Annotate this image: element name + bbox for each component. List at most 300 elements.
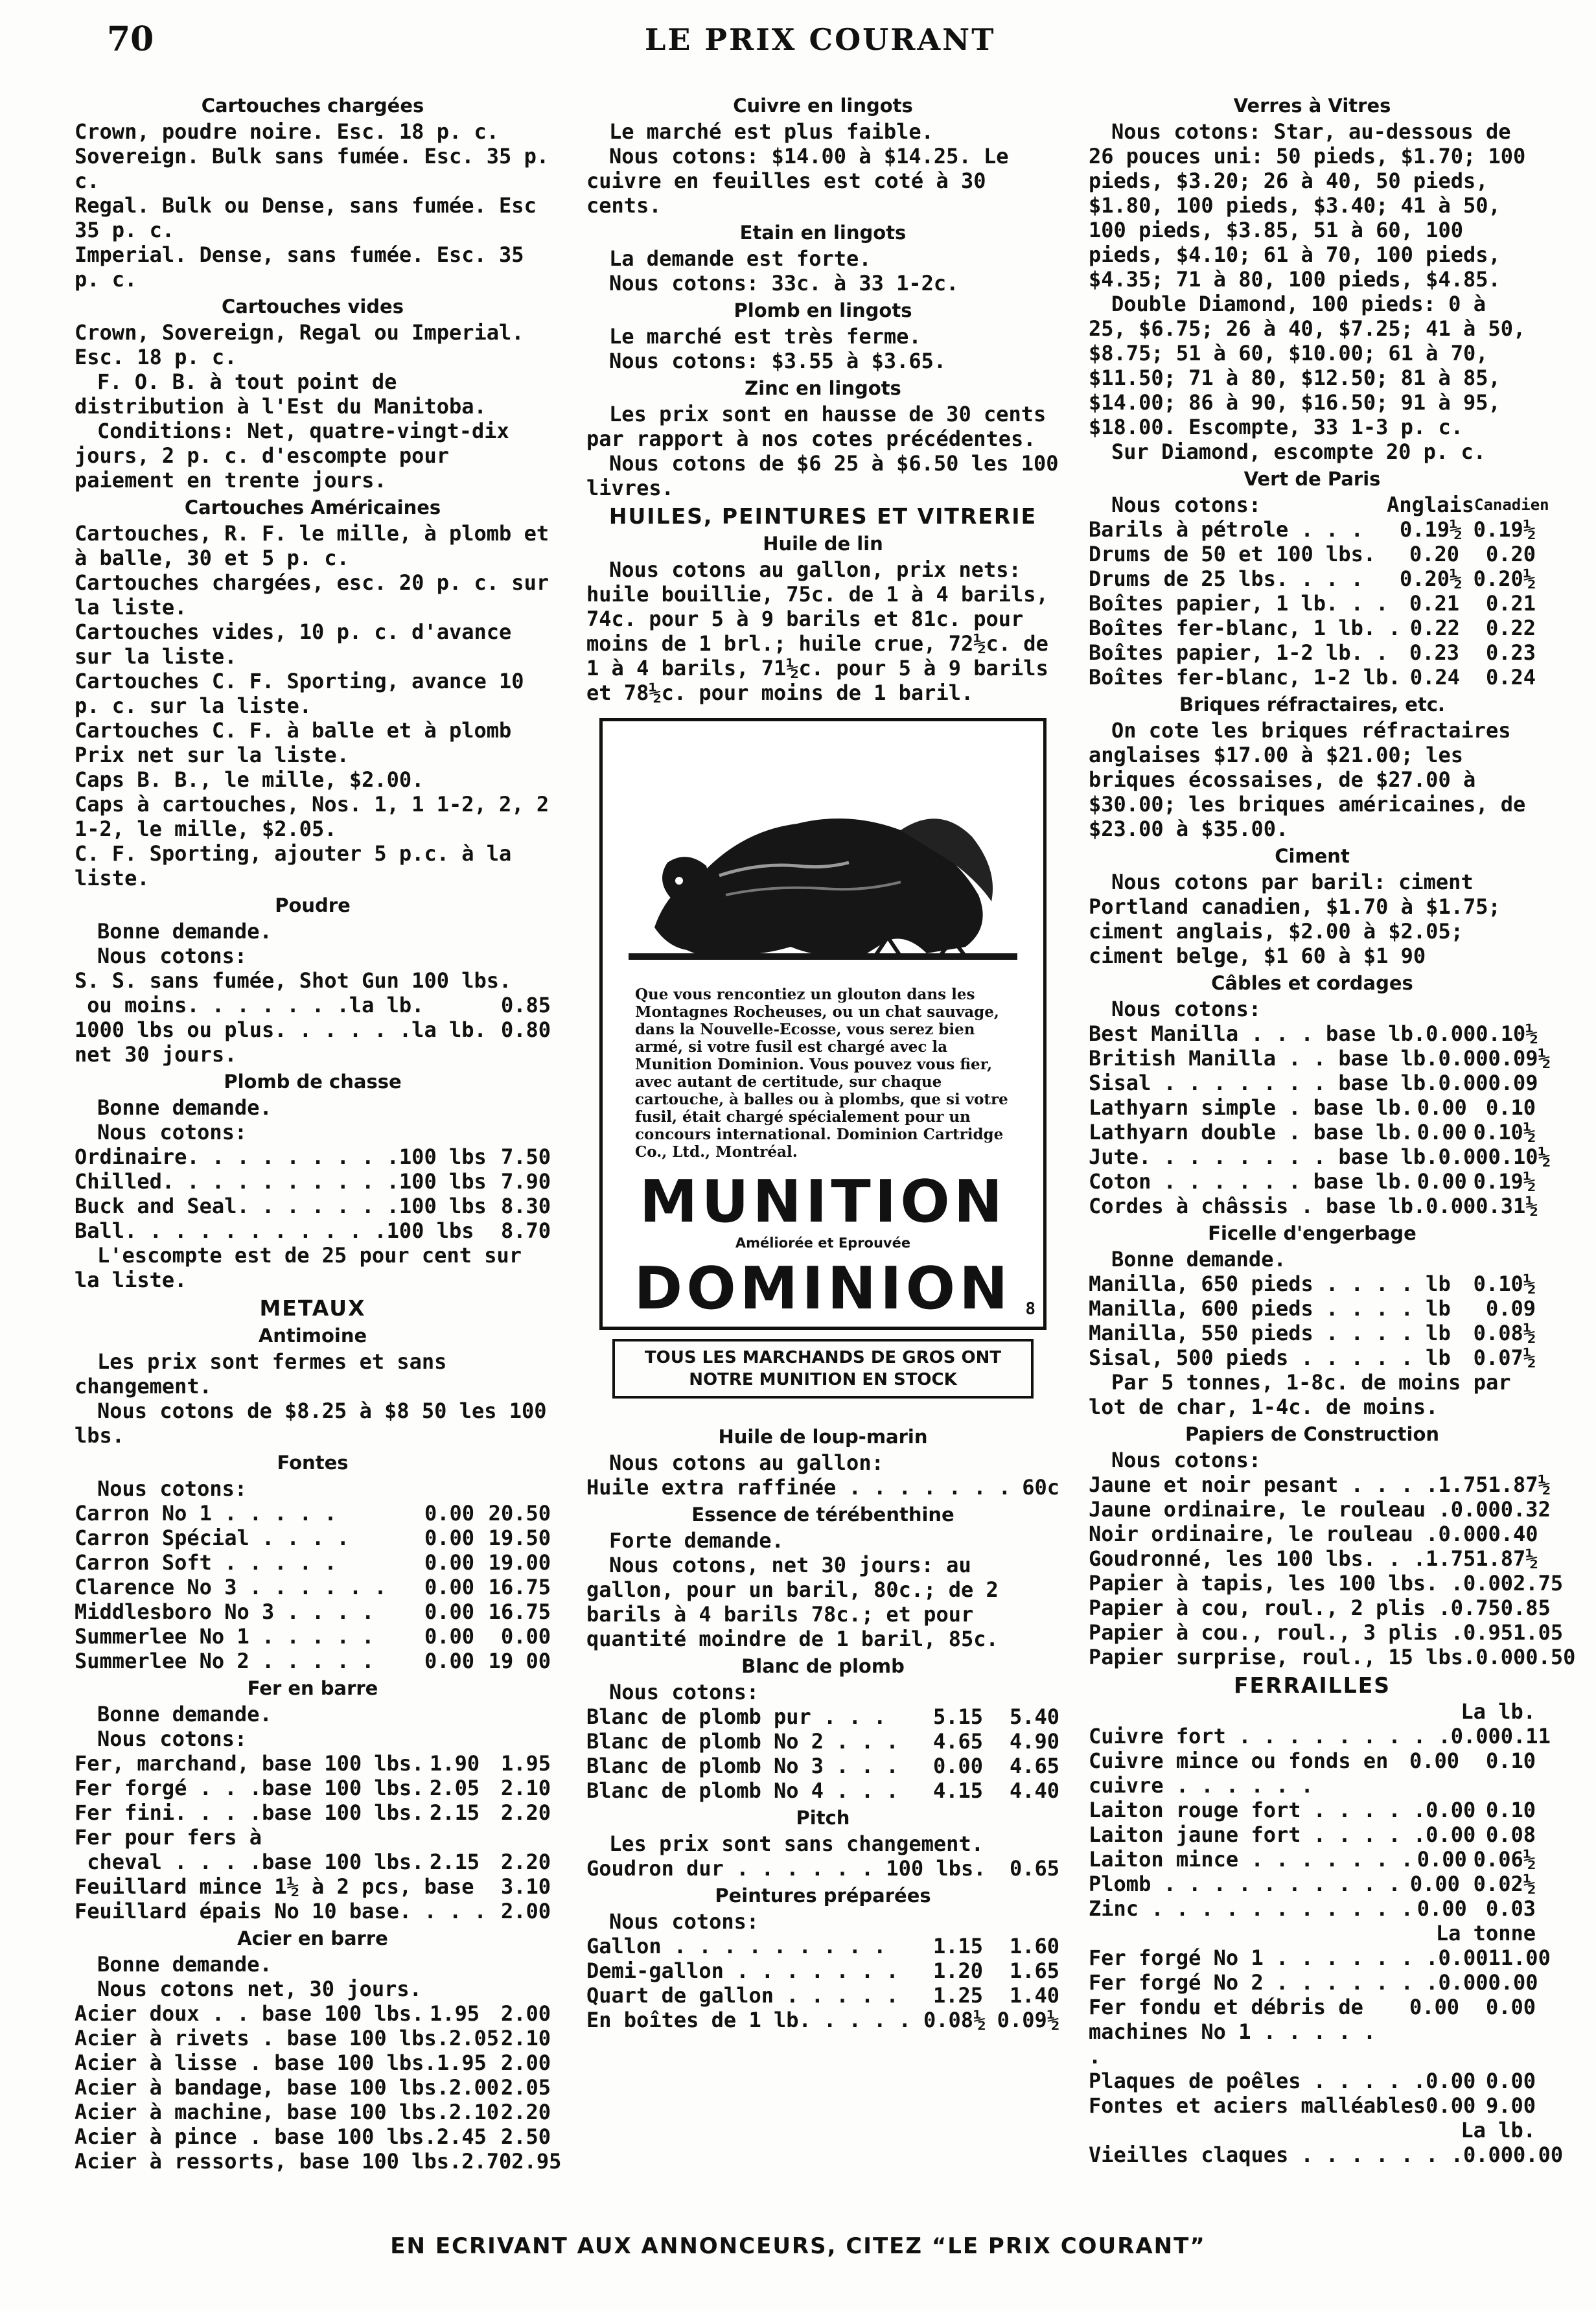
- price-table-fer: [75, 1751, 551, 1923]
- price-label: Papier à cou., roul., 3 plis .: [1089, 1620, 1463, 1645]
- price-value: 2.10: [500, 1776, 551, 1800]
- text-line: Les prix sont fermes et sans changement.: [75, 1349, 447, 1399]
- price-value: 5.40: [1009, 1704, 1059, 1729]
- price-label: Plaques de poêles . . . . .: [1089, 2069, 1426, 2093]
- price-value: 0.85: [1500, 1596, 1551, 1620]
- price-row: [75, 1144, 551, 1169]
- price-value: 0.00: [1463, 1571, 1514, 1596]
- price-label: Fer forgé . . .base 100 lbs.: [75, 1776, 424, 1800]
- price-row: [586, 1778, 1059, 1803]
- price-value: 0.20: [1485, 542, 1536, 566]
- price-value: 0.00: [424, 1599, 474, 1624]
- price-row: [1089, 1945, 1551, 1970]
- price-label: Acier à rivets . base 100 lbs.: [75, 2026, 449, 2050]
- price-label: En boîtes de 1 lb. . . . .: [586, 2008, 911, 2032]
- left-column: [75, 91, 562, 2207]
- price-row: [1089, 1522, 1536, 1546]
- price-value: 0.24: [1485, 665, 1536, 690]
- text-line: F. O. B. à tout point de distribution à l'Est du Manitoba.: [75, 369, 487, 419]
- price-label: Feuillard mince 1½ à 2 pcs, base: [75, 1874, 474, 1899]
- heading-verres-a-vitres: Verres à Vitres: [1233, 95, 1391, 117]
- text-line: Cartouches C. F. Sporting, avance 10 p. c. sur la liste.: [75, 669, 524, 718]
- price-value: 0.50: [1525, 1645, 1576, 1669]
- price-row: [1089, 665, 1536, 690]
- price-label: Best Manilla . . . base lb.: [1089, 1021, 1426, 1046]
- heading-essence-de-terebenthine: Essence de térébenthine: [691, 1504, 954, 1526]
- price-value: 1.65: [1009, 1958, 1059, 1983]
- price-value: 2.00: [500, 2050, 551, 2075]
- price-row: [75, 993, 551, 1017]
- price-value: 2.05: [430, 1776, 480, 1800]
- price-value: 0.00: [1488, 1970, 1538, 1995]
- price-label: Ordinaire. . . . . . . . .100 lbs: [75, 1144, 487, 1169]
- price-row: [1089, 640, 1536, 665]
- price-label: Blanc de plomb No 2 . . .: [586, 1729, 899, 1754]
- price-value: 2.05: [448, 2026, 500, 2050]
- price-label: Blanc de plomb pur . . .: [586, 1704, 886, 1729]
- price-value: 0.65: [1009, 1856, 1059, 1881]
- price-value: 1.95: [436, 2050, 487, 2075]
- price-value: 0.85: [500, 993, 551, 1017]
- text-line: Conditions: Net, quatre-vingt-dix jours, 2 p. c. d'escompte pour paiement en trente jours.: [75, 419, 509, 493]
- unit-label: La lb.: [1461, 2118, 1536, 2143]
- price-value: 0.75: [1450, 1596, 1501, 1620]
- heading-zinc-en-lingots: Zinc en lingots: [745, 377, 901, 399]
- price-table-cables: [1089, 1021, 1551, 1218]
- price-value: 1.75: [1438, 1472, 1488, 1497]
- price-value: 0.20½: [1400, 566, 1463, 591]
- text-line: Nous cotons:: [609, 1909, 759, 1934]
- price-label: Carron Soft . . . . .: [75, 1550, 337, 1575]
- price-value: 19.00: [488, 1550, 551, 1575]
- text-line: Nous cotons: 33c. à 33 1-2c.: [609, 271, 959, 296]
- text-line: Nous cotons:: [1111, 1448, 1262, 1472]
- price-value: 0.06½: [1473, 1847, 1536, 1872]
- price-value: 0.00: [1438, 1144, 1488, 1169]
- price-label: Manilla, 650 pieds . . . . lb: [1089, 1272, 1451, 1296]
- price-label: Boîtes fer-blanc, 1-2 lb.: [1089, 665, 1401, 690]
- heading-vert-de-paris: Vert de Paris: [1243, 468, 1381, 490]
- price-row: [586, 2008, 1059, 2032]
- price-value: 4.15: [932, 1778, 983, 1803]
- price-label: Huile extra raffinée . . . . . . .: [586, 1475, 1012, 1500]
- price-label: 1000 lbs ou plus. . . . . .la lb.: [75, 1017, 487, 1042]
- brand-munition: MUNITION: [639, 1168, 1007, 1236]
- text-line: Crown, Sovereign, Regal ou Imperial. Esc. 18 p. c.: [75, 320, 524, 369]
- price-value: 0.00: [500, 1624, 551, 1649]
- price-value: 0.00: [1417, 1095, 1467, 1120]
- price-row: [1089, 1296, 1536, 1321]
- price-value: 4.65: [932, 1729, 983, 1754]
- price-row: [1089, 1798, 1536, 1822]
- price-row: [1089, 1620, 1564, 1645]
- price-value: 0.23: [1409, 640, 1459, 665]
- price-value: 0.00: [1463, 2143, 1514, 2167]
- price-label: Acier à lisse . base 100 lbs.: [75, 2050, 437, 2075]
- price-value: 0.00: [1438, 1046, 1488, 1071]
- text-line: C. F. Sporting, ajouter 5 p.c. à la liste.: [75, 841, 512, 890]
- text-line: Cartouches vides, 10 p. c. d'avance sur la liste.: [75, 620, 512, 669]
- price-row: [75, 2050, 551, 2075]
- price-label: Cuivre mince ou fonds en cuivre . . . . . .: [1089, 1748, 1389, 1798]
- price-label: cheval . . . .base 100 lbs.: [75, 1850, 424, 1874]
- column-header-canadien: Canadien: [1474, 496, 1549, 514]
- heading-poudre: Poudre: [275, 894, 351, 916]
- price-row: [75, 1751, 551, 1776]
- price-row: [75, 1501, 551, 1526]
- price-row: [1089, 1095, 1536, 1120]
- text-line: Nous cotons de $8.25 à $8 50 les 100 lbs.: [75, 1399, 547, 1448]
- price-value: 0.80: [500, 1017, 551, 1042]
- text-line: Nous cotons au gallon:: [609, 1450, 884, 1475]
- price-value: 0.09½: [1488, 1046, 1551, 1071]
- text-line: Nous cotons:: [97, 1476, 248, 1501]
- text-line: Le marché est plus faible.: [609, 119, 934, 144]
- price-value: 2.00: [500, 2001, 551, 2026]
- price-row: [1089, 1748, 1536, 1798]
- text-line: Nous cotons net, 30 jours.: [97, 1977, 422, 2001]
- price-value: 0.00: [424, 1575, 474, 1599]
- price-row: [1089, 616, 1536, 640]
- price-label: Middlesboro No 3 . . . .: [75, 1599, 375, 1624]
- price-value: 0.10: [1485, 1748, 1536, 1773]
- price-row: [586, 1983, 1059, 2008]
- price-row: [586, 1934, 1059, 1958]
- page-number: 70: [107, 19, 154, 59]
- price-label: Jute. . . . . . . . base lb.: [1089, 1144, 1439, 1169]
- text-line: Fer pour fers à: [75, 1825, 262, 1850]
- price-row: [1089, 1169, 1536, 1194]
- price-value: 8.70: [500, 1218, 551, 1243]
- text-line: Bonne demande.: [97, 919, 272, 944]
- price-value: 0.32: [1500, 1497, 1551, 1522]
- price-value: 7.50: [500, 1144, 551, 1169]
- price-label: Ball. . . . . . . . . . .100 lbs: [75, 1218, 474, 1243]
- text-line: Nous cotons de $6 25 à $6.50 les 100 livres.: [586, 451, 1059, 500]
- price-label: Carron No 1 . . . . .: [75, 1501, 337, 1526]
- price-row: [1089, 1896, 1536, 1921]
- price-label: Cordes à châssis . base lb.: [1089, 1194, 1426, 1218]
- price-label: Sisal . . . . . . . base lb.: [1089, 1071, 1439, 1095]
- price-table-ferrailles: [1089, 1724, 1551, 1921]
- heading-cuivre-en-lingots: Cuivre en lingots: [733, 95, 913, 117]
- price-label: Blanc de plomb No 3 . . .: [586, 1754, 899, 1778]
- price-table-ferrailles-tonne: [1089, 1945, 1551, 2118]
- price-row: [1089, 1724, 1551, 1748]
- heading-papiers-de-construction: Papiers de Construction: [1185, 1423, 1440, 1445]
- text-line: Nous cotons:: [1111, 997, 1262, 1021]
- price-label: Goudronné, les 100 lbs. . .: [1089, 1546, 1426, 1571]
- text-line: On cote les briques réfractaires anglaises $17.00 à $21.00; les briques écossaises, de $27.00 à $30.00; les briques américaines, de $23.00 à $35.00.: [1089, 718, 1526, 841]
- price-value: 1.95: [430, 2001, 480, 2026]
- price-value: 0.24: [1409, 665, 1460, 690]
- price-row: [1089, 1046, 1551, 1071]
- price-value: 3.10: [500, 1874, 551, 1899]
- price-label: Lathyarn double . base lb.: [1089, 1120, 1413, 1144]
- text-line: S. S. sans fumée, Shot Gun 100 lbs.: [75, 968, 512, 993]
- price-label: Buck and Seal. . . . . . .100 lbs: [75, 1194, 487, 1218]
- text-line: Cartouches, R. F. le mille, à plomb et à balle, 30 et 5 p. c.: [75, 521, 549, 570]
- price-row: [1089, 2093, 1536, 2118]
- text-line: Nous cotons au gallon, prix nets: huile bouillie, 75c. de 1 à 4 barils, 74c. pour 5 à 9 barils et 81c. pour moins de 1 brl.; huile crue, 72½c. de 1 à 4 barils, 71½c. pour 5 à 9 barils et 78½c. pour moins de 1 baril.: [586, 557, 1048, 705]
- price-value: 2.10: [500, 2026, 551, 2050]
- price-label: Papier à cou, roul., 2 plis .: [1089, 1596, 1451, 1620]
- price-value: 0.00: [424, 1649, 474, 1673]
- text-line: Bonne demande.: [97, 1952, 272, 1977]
- text-line: Double Diamond, 100 pieds: 0 à 25, $6.75; 26 à 40, $7.25; 41 à 50, $8.75; 51 à 60, $10.00; 61 à 70, $11.50; 71 à 80, $12.50; 81 à 85, $14.00; 86 à 90, $16.50; 91 à 95, $18.00. Escompte, 33 1-3 p. c.: [1089, 292, 1526, 439]
- price-row: [1089, 1120, 1536, 1144]
- text-line: L'escompte est de 25 pour cent sur la liste.: [75, 1243, 522, 1292]
- price-value: 0.22: [1409, 616, 1460, 640]
- price-value: 0.19½: [1473, 517, 1536, 542]
- text-line: Nous cotons: $3.55 à $3.65.: [609, 349, 947, 373]
- text-line: Nous cotons: Star, au-dessous de 26 pouces uni: 50 pieds, $1.70; 100 pieds, $3.20; 26 à 40, 50 pieds, $1.80, 100 pieds, $3.40; 41 à 50, 100 pieds, $3.85, 51 à 60, 100 pieds, $4.10; 61 à 70, 100 pieds, $4.35; 71 à 80, 100 pieds, $4.85.: [1089, 119, 1526, 292]
- price-table-peintures: [586, 1934, 1059, 2032]
- brand-dominion: DOMINION: [634, 1255, 1012, 1323]
- price-value: 0.21: [1485, 591, 1536, 616]
- price-value: 19.50: [488, 1526, 551, 1550]
- price-row: [1089, 1497, 1551, 1522]
- price-row: [75, 1874, 551, 1899]
- price-label: Carron Spécial . . . .: [75, 1526, 349, 1550]
- price-label: Summerlee No 1 . . . . .: [75, 1624, 375, 1649]
- price-row: [75, 1599, 551, 1624]
- price-row: [1089, 1596, 1551, 1620]
- price-row: [1089, 566, 1536, 591]
- price-row: [75, 2075, 551, 2100]
- price-value: 1.40: [1009, 1983, 1059, 2008]
- price-value: 0.00: [1417, 1120, 1467, 1144]
- text-line: Bonne demande.: [1111, 1247, 1286, 1272]
- heading-fontes: Fontes: [277, 1452, 349, 1474]
- price-row: [75, 1017, 551, 1042]
- price-table-blanc: [586, 1704, 1059, 1803]
- wolverine-illustration: [616, 733, 1030, 979]
- price-row: [1089, 1272, 1536, 1296]
- price-label: Acier doux . . base 100 lbs.: [75, 2001, 424, 2026]
- price-label: Laiton rouge fort . . . . .: [1089, 1798, 1426, 1822]
- text-line: Cartouches chargées, esc. 20 p. c. sur la liste.: [75, 570, 549, 620]
- price-row: [75, 1526, 551, 1550]
- price-row: [1089, 1071, 1536, 1095]
- price-value: 1.25: [932, 1983, 983, 2008]
- price-value: 2.00: [448, 2075, 500, 2100]
- price-value: 19 00: [488, 1649, 551, 1673]
- text-line: Crown, poudre noire. Esc. 18 p. c.: [75, 119, 500, 144]
- price-row: [75, 1218, 551, 1243]
- text-line: Caps à cartouches, Nos. 1, 1 1-2, 2, 2 1-2, le mille, $2.05.: [75, 792, 549, 841]
- text-line: Bonne demande.: [97, 1702, 272, 1726]
- price-value: 1.75: [1426, 1546, 1476, 1571]
- price-value: 1.87½: [1475, 1546, 1538, 1571]
- price-value: 1.87½: [1488, 1472, 1551, 1497]
- heading-etain-en-lingots: Etain en lingots: [739, 222, 907, 244]
- price-value: 0.21: [1409, 591, 1459, 616]
- price-value: 0.31½: [1475, 1194, 1538, 1218]
- price-table-ficelle: [1089, 1272, 1536, 1370]
- price-label: Noir ordinaire, le rouleau .: [1089, 1522, 1439, 1546]
- price-row: [75, 1169, 551, 1194]
- text-line: net 30 jours.: [75, 1042, 237, 1067]
- price-value: 0.00: [1426, 1822, 1476, 1847]
- price-value: 2.20: [500, 1800, 551, 1825]
- heading-metaux: METAUX: [259, 1295, 366, 1321]
- price-table-plomb: [75, 1144, 551, 1243]
- price-label: Plomb . . . . . . . . . .: [1089, 1872, 1401, 1896]
- text-line: Le marché est très ferme.: [609, 324, 921, 349]
- column-header-label: Nous cotons:: [1111, 493, 1262, 517]
- heading-huile-de-loup-marin: Huile de loup-marin: [718, 1426, 928, 1448]
- text-line: Les prix sont sans changement.: [609, 1831, 984, 1856]
- price-table-fontes: [75, 1501, 551, 1673]
- price-label: Chilled. . . . . . . . . .100 lbs: [75, 1169, 487, 1194]
- price-value: 0.40: [1488, 1522, 1538, 1546]
- price-value: 8.30: [500, 1194, 551, 1218]
- price-row: [1089, 1822, 1536, 1847]
- price-value: 0.20: [1409, 542, 1459, 566]
- price-value: 0.00: [424, 1501, 474, 1526]
- price-value: 1.60: [1009, 1934, 1059, 1958]
- price-value: 0.07½: [1473, 1345, 1536, 1370]
- price-value: 0.00: [1475, 1645, 1526, 1669]
- price-value: 60c: [1022, 1475, 1059, 1500]
- price-label: Fer forgé No 1 . . . . . . .: [1089, 1945, 1439, 1970]
- price-row: [1089, 591, 1536, 616]
- price-value: 0.00: [1417, 1847, 1467, 1872]
- price-label: ou moins. . . . . . .la lb.: [75, 993, 424, 1017]
- price-value: 16.75: [488, 1599, 551, 1624]
- stock-notice-box: TOUS LES MARCHANDS DE GROS ONT NOTRE MUNITION EN STOCK: [612, 1339, 1034, 1399]
- price-value: 0.00: [1438, 1945, 1488, 1970]
- text-line: La demande est forte.: [609, 246, 872, 271]
- price-value: 0.10½: [1475, 1021, 1538, 1046]
- price-value: 0.00: [1417, 1896, 1467, 1921]
- price-value: 0.00: [1485, 1995, 1536, 2019]
- price-value: 2.00: [500, 1899, 551, 1923]
- text-line: Cartouches C. F. à balle et à plomb Prix net sur la liste.: [75, 718, 512, 767]
- running-title: LE PRIX COURANT: [645, 22, 996, 57]
- price-value: 4.90: [1009, 1729, 1059, 1754]
- price-value: 2.05: [500, 2075, 551, 2100]
- price-row: [75, 2100, 551, 2124]
- price-value: 2.20: [500, 1850, 551, 1874]
- text-line: Nous cotons:: [97, 1120, 248, 1144]
- price-row: [1089, 1571, 1564, 1596]
- price-value: 0.00: [1426, 2093, 1476, 2118]
- price-value: 2.20: [500, 2100, 551, 2124]
- price-label: Drums de 50 et 100 lbs.: [1089, 542, 1376, 566]
- price-value: 0.08: [1485, 1822, 1536, 1847]
- price-label: Summerlee No 2 . . . . .: [75, 1649, 375, 1673]
- column-header: [1089, 493, 1549, 517]
- price-label: Quart de gallon . . . . .: [586, 1983, 899, 2008]
- price-table-papiers: [1089, 1472, 1576, 1669]
- unit-label: La tonne: [1435, 1921, 1536, 1945]
- heading-plomb-de-chasse: Plomb de chasse: [224, 1071, 402, 1093]
- price-value: 0.00: [1513, 2143, 1564, 2167]
- price-label: Acier à bandage, base 100 lbs.: [75, 2075, 449, 2100]
- heading-cartouches-vides: Cartouches vides: [222, 296, 404, 318]
- price-value: 0.09: [1485, 1296, 1536, 1321]
- price-value: 0.00: [1426, 2069, 1476, 2093]
- price-value: 2.75: [1513, 1571, 1564, 1596]
- price-row: [75, 1899, 551, 1923]
- price-row: [75, 1194, 551, 1218]
- text-line: Nous cotons:: [609, 1680, 759, 1704]
- price-value: 0.19½: [1400, 517, 1463, 542]
- price-value: 0.00: [1417, 1169, 1467, 1194]
- price-label: Boîtes papier, 1-2 lb. .: [1089, 640, 1389, 665]
- price-label: Cuivre fort . . . . . . . . .: [1089, 1724, 1451, 1748]
- price-label: Demi-gallon . . . . . . .: [586, 1958, 899, 1983]
- price-label: Coton . . . . . . base lb.: [1089, 1169, 1413, 1194]
- price-row: [75, 2124, 551, 2149]
- heading-fer-en-barre: Fer en barre: [247, 1677, 378, 1699]
- heading-ficelle-d-engerbage: Ficelle d'engerbage: [1208, 1222, 1417, 1244]
- price-value: 1.95: [500, 1751, 551, 1776]
- price-row: [1089, 542, 1536, 566]
- text-line: Par 5 tonnes, 1-8c. de moins par lot de char, 1-4c. de moins.: [1089, 1370, 1511, 1419]
- price-row: [1089, 1970, 1536, 1995]
- price-label: Fer forgé No 2 . . . . . . .: [1089, 1970, 1439, 1995]
- column-header-anglais: Anglais: [1387, 493, 1474, 517]
- price-table-vert-de-paris: [1089, 517, 1536, 690]
- price-value: 0.00: [1426, 1798, 1476, 1822]
- price-label: Drums de 25 lbs. . . .: [1089, 566, 1363, 591]
- page-footer: EN ECRIVANT AUX ANNONCEURS, CITEZ “LE PRIX COURANT”: [390, 2233, 1206, 2259]
- price-label: Boîtes fer-blanc, 1 lb. .: [1089, 616, 1401, 640]
- price-value: 0.00: [1409, 1748, 1459, 1773]
- price-label: Barils à pétrole . . .: [1089, 517, 1363, 542]
- price-row: [75, 1575, 551, 1599]
- price-row: [1089, 517, 1536, 542]
- price-label: Acier à ressorts, base 100 lbs.: [75, 2149, 462, 2174]
- price-value: 0.22: [1485, 616, 1536, 640]
- price-row: [586, 1856, 1059, 1881]
- price-value: 0.00: [1438, 1522, 1488, 1546]
- price-row: [586, 1729, 1059, 1754]
- price-value: 0.23: [1485, 640, 1536, 665]
- price-value: 2.70: [461, 2149, 512, 2174]
- price-row: [75, 2149, 562, 2174]
- price-label: Papier surprise, roul., 15 lbs.: [1089, 1645, 1476, 1669]
- price-row: [75, 1550, 551, 1575]
- price-value: 0.08½: [1473, 1321, 1536, 1345]
- text-line: Regal. Bulk ou Dense, sans fumée. Esc 35 p. c.: [75, 193, 537, 242]
- price-value: 0.09½: [997, 2008, 1059, 2032]
- price-row: [75, 2026, 551, 2050]
- price-row: [75, 1800, 551, 1825]
- price-value: 11.00: [1488, 1945, 1551, 1970]
- price-label: Lathyarn simple . base lb.: [1089, 1095, 1413, 1120]
- price-value: 0.95: [1463, 1620, 1514, 1645]
- heading-acier-en-barre: Acier en barre: [237, 1927, 388, 1949]
- price-label: Zinc . . . . . . . . . . .: [1089, 1896, 1413, 1921]
- price-label: Fontes et aciers malléables: [1089, 2093, 1426, 2118]
- price-value: 9.00: [1485, 2093, 1536, 2118]
- heading-ferrailles: FERRAILLES: [1233, 1673, 1391, 1698]
- price-label: Clarence No 3 . . . . . .: [75, 1575, 387, 1599]
- price-value: 2.10: [448, 2100, 500, 2124]
- text-line: Nous cotons: $14.00 à $14.25. Le cuivre en feuilles est coté à 30 cents.: [586, 144, 1009, 218]
- text-line: Forte demande.: [609, 1528, 784, 1553]
- price-row: [586, 1754, 1059, 1778]
- price-row: [1089, 1645, 1576, 1669]
- heading-plomb-en-lingots: Plomb en lingots: [734, 299, 912, 321]
- price-label: Jaune et noir pesant . . . .: [1089, 1472, 1439, 1497]
- price-value: 1.20: [932, 1958, 983, 1983]
- price-value: 2.15: [430, 1850, 480, 1874]
